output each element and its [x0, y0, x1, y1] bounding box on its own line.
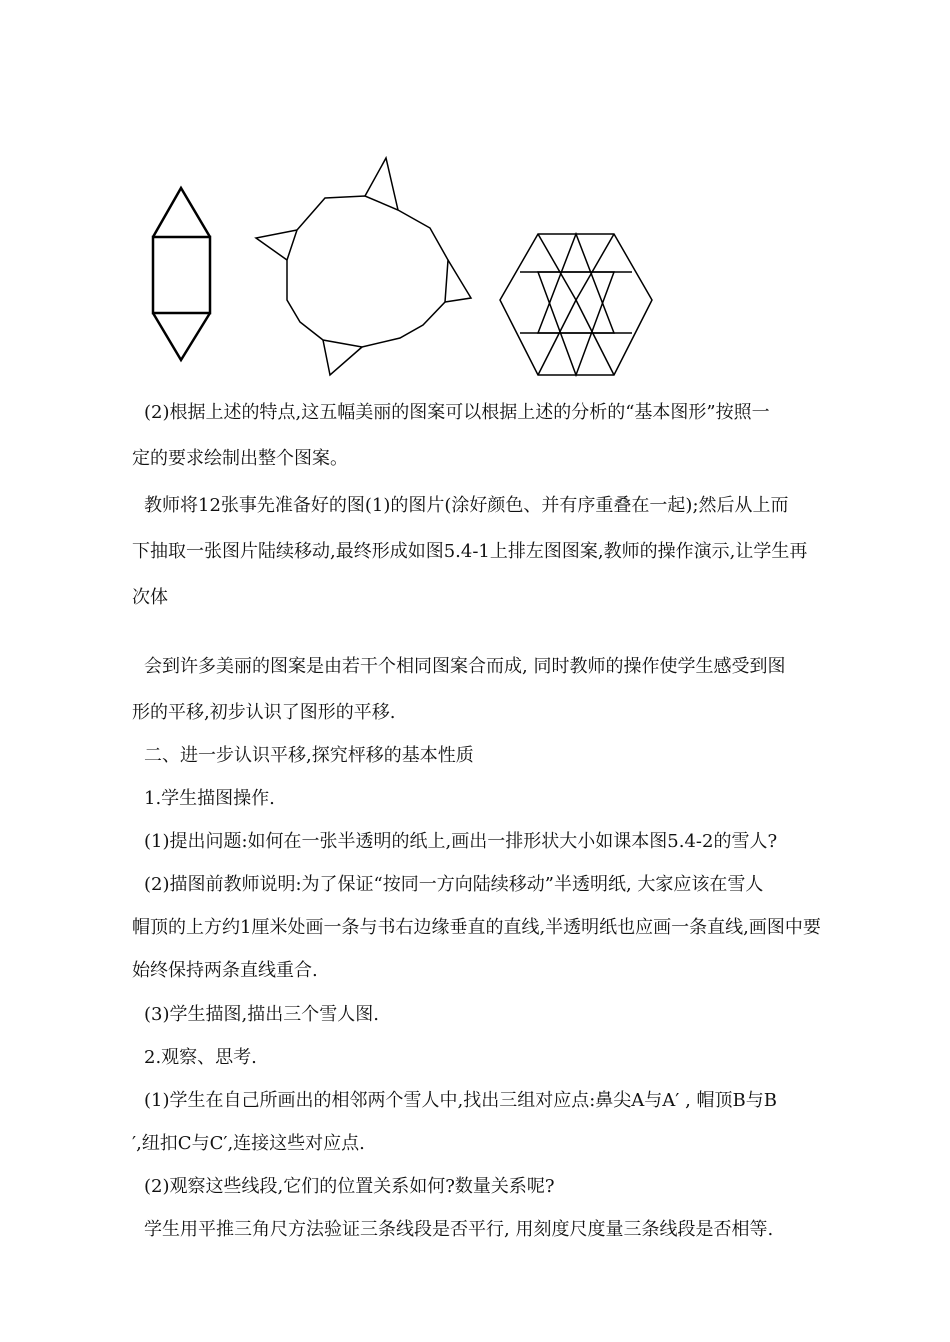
text-line: 教师将12张事先准备好的图(1)的图片(涂好颜色、并有序重叠在一起);然后从上而 — [144, 495, 789, 516]
text-line: 学生用平推三角尺方法验证三条线段是否平行, 用刻度尺度量三条线段是否相等. — [144, 1219, 774, 1240]
text-line: 2.观察、思考. — [144, 1047, 257, 1068]
text-line: (2)观察这些线段,它们的位置关系如何?数量关系呢? — [144, 1176, 555, 1197]
text-line: 下抽取一张图片陆续移动,最终形成如图5.4-1上排左图图案,教师的操作演示,让学生再 — [132, 541, 808, 562]
text-line: 帽顶的上方约1厘米处画一条与书右边缘垂直的直线,半透明纸也应画一条直线,画图中要 — [132, 917, 821, 938]
text-line: ′,纽扣C与C′,连接这些对应点. — [132, 1133, 365, 1154]
figure-rectangle-triangles — [153, 188, 210, 360]
text-line: (2)描图前教师说明:为了保证“按同一方向陆续移动”半透明纸, 大家应该在雪人 — [144, 874, 764, 895]
text-line: (1)提出问题:如何在一张半透明的纸上,画出一排形状大小如课本图5.4-2的雪人? — [144, 831, 778, 852]
geometric-figures-illustration — [140, 150, 680, 385]
text-line: 1.学生描图操作. — [144, 788, 275, 809]
text-line: 形的平移,初步认识了图形的平移. — [132, 702, 396, 723]
text-line: 始终保持两条直线重合. — [132, 960, 318, 981]
text-line: 会到许多美丽的图案是由若干个相同图案合而成, 同时教师的操作使学生感受到图 — [144, 656, 786, 677]
figure-group — [140, 150, 680, 385]
text-line: 二、进一步认识平移,探究枰移的基本性质 — [144, 745, 474, 766]
figure-hexagon-star — [500, 234, 652, 375]
figure-polygon-triangles — [256, 158, 471, 375]
text-line: (1)学生在自己所画出的相邻两个雪人中,找出三组对应点:鼻尖A与A′ , 帽顶B与B — [144, 1090, 777, 1111]
text-line: 定的要求绘制出整个图案。 — [132, 448, 348, 469]
text-line: 次体 — [132, 587, 168, 608]
text-line: (3)学生描图,描出三个雪人图. — [144, 1004, 379, 1025]
text-line: (2)根据上述的特点,这五幅美丽的图案可以根据上述的分析的“基本图形”按照一 — [144, 402, 770, 423]
